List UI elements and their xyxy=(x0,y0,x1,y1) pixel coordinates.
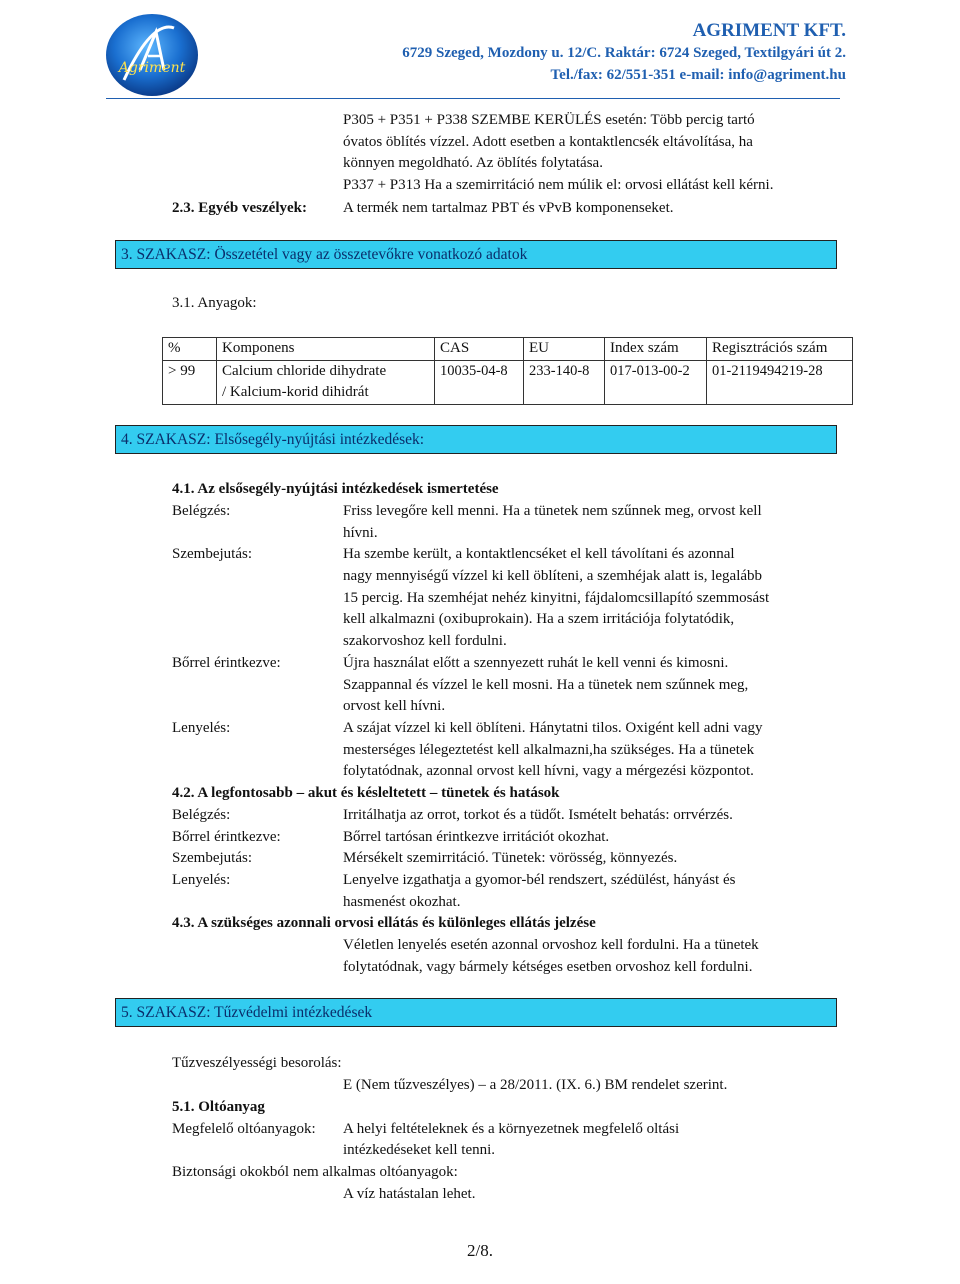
header-divider xyxy=(106,98,840,99)
company-name: AGRIMENT KFT. xyxy=(692,20,846,41)
section-5-1-title: 5.1. Oltóanyag xyxy=(172,1099,265,1115)
section-4-1-title: 4.1. Az elsősegély-nyújtási intézkedések ismertetése xyxy=(172,481,499,497)
table-header-cell: Regisztrációs szám xyxy=(707,338,853,361)
unsuitable-media-value: A víz hatástalan lehet. xyxy=(343,1186,476,1202)
precaution-line-3: könnyen megoldható. Az öblítés folytatása. xyxy=(343,155,603,171)
symptom-text: Mérsékelt szemirritáció. Tünetek: vörösség, könnyezés. xyxy=(343,850,678,866)
section-3-title: 3. SZAKASZ: Összetétel vagy az összetevőkre vonatkozó adatok xyxy=(115,240,837,269)
components-table xyxy=(162,337,853,405)
first-aid-text: nagy mennyiségű vízzel ki kell öblíteni, a szemhéjak alatt is, legalább xyxy=(343,568,763,584)
first-aid-text: folytatódnak, azonnal orvost kell hívni, vagy a mérgezési központot. xyxy=(343,763,754,779)
first-aid-label: Szembejutás: xyxy=(172,546,252,562)
cell-registration: 01-2119494219-28 xyxy=(707,360,853,404)
component-name-hu: / Kalcium-korid dihidrát xyxy=(222,384,369,401)
table-header-row xyxy=(163,338,853,361)
section-4-title: 4. SZAKASZ: Elsősegély-nyújtási intézkedések: xyxy=(115,425,837,454)
table-header-cell: Komponens xyxy=(217,338,435,361)
first-aid-text: Szappannal és vízzel le kell mosni. Ha a tünetek nem szűnnek meg, xyxy=(343,677,749,693)
table-header-cell: % xyxy=(163,338,217,361)
medical-care-text: Véletlen lenyelés esetén azonnal orvoshoz kell fordulni. Ha a tünetek xyxy=(343,937,759,953)
fire-class-label: Tűzveszélyességi besorolás: xyxy=(172,1055,342,1071)
table-header-cell: EU xyxy=(524,338,605,361)
section-3-1-title: 3.1. Anyagok: xyxy=(172,295,257,311)
section-4-2-title: 4.2. A legfontosabb – akut és késleltetett – tünetek és hatások xyxy=(172,785,560,801)
first-aid-text: szakorvoshoz kell fordulni. xyxy=(343,633,507,649)
first-aid-text: Ha szembe került, a kontaktlencséket el kell távolítani és azonnal xyxy=(343,546,735,562)
component-name-en: Calcium chloride dihydrate xyxy=(222,362,387,379)
first-aid-text: mesterséges lélegeztetést kell alkalmazni,ha szükséges. Ha a tünetek xyxy=(343,742,755,758)
precaution-line-1: P305 + P351 + P338 SZEMBE KERÜLÉS esetén: Több percig tartó xyxy=(343,112,755,128)
first-aid-label: Lenyelés: xyxy=(172,720,231,736)
first-aid-text: Újra használat előtt a szennyezett ruhát le kell venni és kimosni. xyxy=(343,655,729,671)
symptom-label: Lenyelés: xyxy=(172,872,231,888)
symptom-label: Belégzés: xyxy=(172,807,231,823)
symptom-label: Bőrrel érintkezve: xyxy=(172,829,281,845)
cell-percent: > 99 xyxy=(163,360,217,404)
suitable-media-text: A helyi feltételeknek és a környezetnek megfelelő oltási xyxy=(343,1121,680,1137)
symptom-text: Lenyelve izgathatja a gyomor-bél rendszert, szédülést, hányást és xyxy=(343,872,736,888)
first-aid-text: orvost kell hívni. xyxy=(343,698,446,714)
first-aid-text: kell alkalmazni (oxibuprokain). Ha a szem irritációja folytatódik, xyxy=(343,611,735,627)
section-5-title: 5. SZAKASZ: Tűzvédelmi intézkedések xyxy=(115,998,837,1027)
first-aid-text: 15 percig. Ha szemhéjat nehéz kinyitni, fájdalomcsillapító szemmosást xyxy=(343,590,770,606)
logo-wordmark: Agriment xyxy=(118,60,186,76)
cell-eu: 233-140-8 xyxy=(524,360,605,404)
table-header-cell: CAS xyxy=(435,338,524,361)
suitable-media-label: Megfelelő oltóanyagok: xyxy=(172,1121,316,1137)
table-row xyxy=(163,360,853,404)
medical-care-text: folytatódnak, vagy bármely kétséges esetben orvoshoz kell fordulni. xyxy=(343,959,753,975)
precaution-line-2: óvatos öblítés vízzel. Adott esetben a kontaktlencsék eltávolítása, ha xyxy=(343,134,753,150)
cell-component xyxy=(217,360,435,404)
other-hazards-text: A termék nem tartalmaz PBT és vPvB komponenseket. xyxy=(343,200,674,216)
fire-class-value: E (Nem tűzveszélyes) – a 28/2011. (IX. 6.) BM rendelet szerint. xyxy=(343,1077,728,1093)
other-hazards-label: 2.3. Egyéb veszélyek: xyxy=(172,200,307,216)
cell-cas: 10035-04-8 xyxy=(435,360,524,404)
first-aid-text: A szájat vízzel ki kell öblíteni. Hánytatni tilos. Oxigént kell adni vagy xyxy=(343,720,763,736)
symptom-text: hasmenést okozhat. xyxy=(343,894,461,910)
unsuitable-media-label: Biztonsági okokból nem alkalmas oltóanyagok: xyxy=(172,1164,458,1180)
section-4-3-title: 4.3. A szükséges azonnali orvosi ellátás és különleges ellátás jelzése xyxy=(172,915,596,931)
first-aid-label: Belégzés: xyxy=(172,503,231,519)
precaution-line-4: P337 + P313 Ha a szemirritáció nem múlik el: orvosi ellátást kell kérni. xyxy=(343,177,774,193)
company-address: 6729 Szeged, Mozdony u. 12/C. Raktár: 6724 Szeged, Textilgyári út 2. xyxy=(402,45,846,61)
suitable-media-text: intézkedéseket kell tenni. xyxy=(343,1142,496,1158)
symptom-text: Bőrrel tartósan érintkezve irritációt okozhat. xyxy=(343,829,610,845)
cell-index: 017-013-00-2 xyxy=(605,360,707,404)
first-aid-text: Friss levegőre kell menni. Ha a tünetek nem szűnnek meg, orvost kell xyxy=(343,503,762,519)
company-contact: Tel./fax: 62/551-351 e-mail: info@agriment.hu xyxy=(550,67,846,83)
first-aid-text: hívni. xyxy=(343,525,378,541)
symptom-text: Irritálhatja az orrot, torkot és a tüdőt. Ismételt behatás: orrvérzés. xyxy=(343,807,733,823)
page-number: 2/8. xyxy=(467,1241,493,1260)
first-aid-label: Bőrrel érintkezve: xyxy=(172,655,281,671)
table-header-cell: Index szám xyxy=(605,338,707,361)
symptom-label: Szembejutás: xyxy=(172,850,252,866)
company-logo xyxy=(104,10,200,98)
